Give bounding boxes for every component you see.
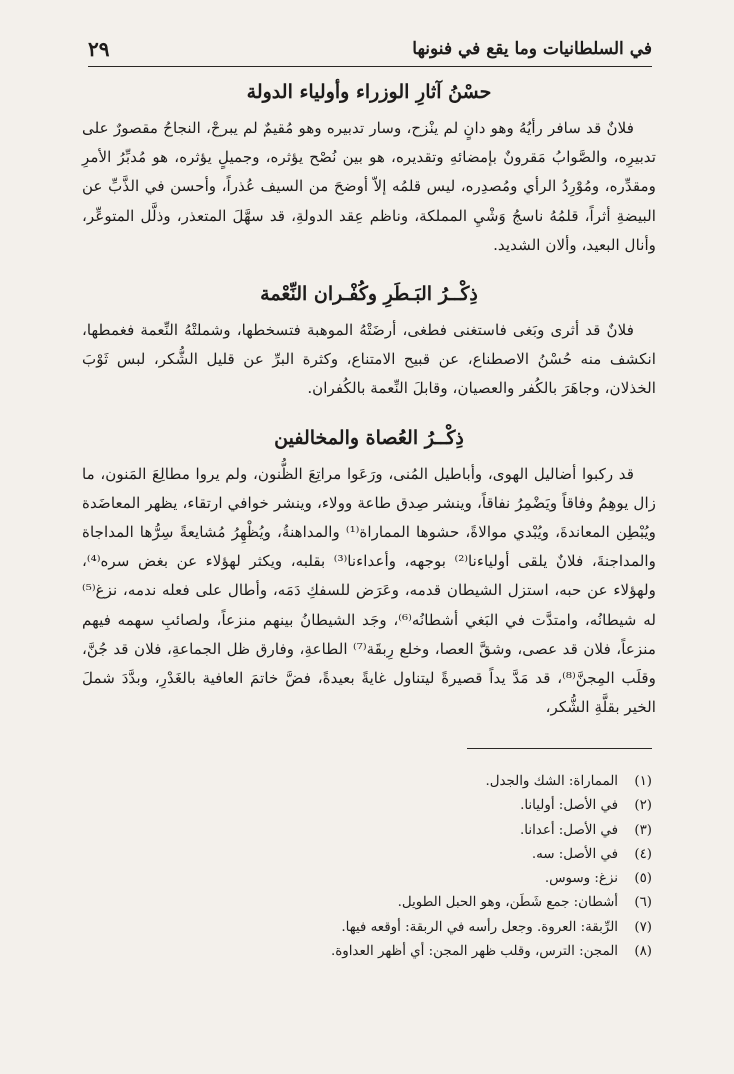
running-title: في السلطانيات وما يقع في فنونها: [412, 39, 652, 59]
main-text: [82, 72, 656, 742]
footnote: [120, 819, 652, 843]
section-paragraph: قد ركبوا أضاليل الهوى، وأباطيل المُنى، ورَعَوا مراتِعَ الظُّنون، ولم يروا مطالِعَ المَنون، ما زال يوهِمُ وفاقاً ويَضْمِرُ نفاقاً، وينشر صِدق طاعة وولاء، وينشر خوافي ارتقاء، يظهر المعاضَدة ويُبْطِن المعاندةَ، ويُبْدي موالاةً، حشوها المماراة⁽¹⁾ والمداهنةُ، ويُظْهِرُ مُشايعةً سِرُّها المداجاة والمداجنةَ، فلانٌ يلقى أولياءنا⁽²⁾ بوجهه، وأعداءنا⁽³⁾ بقلبه، ويكثر لهؤلاء عن بغض سره⁽⁴⁾، ولهؤلاء عن حبه، استزل الشيطان قدمه، وعَرَض للسفكِ دَمَه، وأطال على فعله ندمه، نزغ⁽⁵⁾ له شيطانُه، وامتدَّت في البَغي أشطانُه⁽⁶⁾، وجَد الشيطانُ بينهم منزعاً، ولصائبِ سهمه فيهم منزعاً، فلان قد عصى، وشقَّ العصا، وخلع رِبقَة⁽⁷⁾ الطاعةِ، وفارق ظل الجماعةِ، فلان قد جُنَّ، وقلَب المِجنَّ⁽⁸⁾، قد مَدَّ يداً قصيرةً ليتناول غايةً بعيدةً، فضَّ خاتمَ العافية بالغَدْرِ، وبدَّدَ شملَ الخير بقلَّةِ الشُّكر،: [82, 464, 656, 717]
section-paragraph: فلانٌ قد سافر رأيُهُ وهو دانٍ لم ينْزح، وسار تدبيره وهو مُقيمٌ لم يبرحْ، النجاحُ مقصورٌ على تدبيرِه، والصَّوابُ مَقرونٌ بإمضائهِ وتقديره، هو بين نُصْح يؤثره، وجميلٍ يؤثره، هو مُدبِّرُ الأمرِ ومقدِّره، ومُوْرِدُ الرأي ومُصدِره، ليس قلمُه إلاّ أوضحَ من السيف عُذراً، وأحسن في الذَّبِّ عن البيضةِ أثراً، قلمُهُ ناسجُ وَشْيِ المملكة، وناظم عِقد الدولةِ، قد سهَّلَ المتعذر، وذلَّل المتوعِّر، وأنال البعيد، وألان الشديد.: [82, 119, 656, 254]
footnote: [120, 891, 652, 915]
section-heading: حسْنُ آثارِ الوزراء وأولياء الدولة: [246, 81, 492, 103]
footnote-number: (٥): [634, 871, 652, 887]
footnotes-divider: [467, 748, 652, 749]
footnote-text: أشطان: جمع شَطَن، وهو الحبل الطويل.: [397, 895, 618, 911]
running-header: [88, 32, 652, 67]
footnote: [120, 940, 652, 964]
footnote-number: (٧): [634, 919, 652, 935]
footnote-text: الرِّبقة: العروة. وجعل رأسه في الربقة: أوقعه فيها.: [341, 919, 618, 935]
footnote-text: في الأصل: سه.: [531, 846, 618, 862]
footnote-text: نزغ: وسوس.: [544, 871, 618, 887]
footnote-number: (٨): [634, 944, 652, 960]
footnotes-list: [120, 770, 652, 964]
footnote-text: المماراة: الشك والجدل.: [485, 774, 618, 789]
footnote-text: في الأصل: أعدانا.: [520, 822, 618, 838]
page-number: ٢٩: [88, 37, 110, 61]
section-heading: ذِكْــرُ البَـطَرِ وكُفْـران النِّعْمة: [260, 283, 478, 306]
section-ministers: [82, 78, 656, 260]
section-rebels: [82, 424, 656, 723]
footnote: [120, 867, 652, 891]
section-paragraph: فلانٌ قد أثرى وبَغى فاستغنى فطغى، أرضَتْهُ الموهبة فتسخطها، وشملتْهُ النِّعمة فغمطها، انكشف منه حُسْنُ الاصطناع، عن قبيح الامتناع، وكثرة البرِّ عن قليل الشُّكر، لبس ثَوْبَ الخذلان، وجاهَرَ بالكُفر والعصيان، وقابلَ النِّعمة بالكُفران.: [82, 321, 656, 398]
footnote: [120, 770, 652, 794]
footnote-number: (٣): [634, 822, 652, 838]
footnote: [120, 843, 652, 867]
footnote-number: (١): [634, 774, 652, 789]
section-heading: ذِكْــرُ العُصاة والمخالفين: [274, 426, 464, 449]
footnote-text: في الأصل: أوليانا.: [520, 798, 618, 814]
footnote-number: (٦): [634, 895, 652, 911]
footnote-text: المجن: الترس، وقلب ظهر المجن: أي أظهر العداوة.: [330, 944, 618, 960]
footnote: [120, 916, 652, 940]
footnote-number: (٤): [634, 846, 652, 862]
footnote-number: (٢): [634, 798, 652, 814]
footnote: [120, 794, 652, 818]
section-ingratitude: [82, 280, 656, 404]
